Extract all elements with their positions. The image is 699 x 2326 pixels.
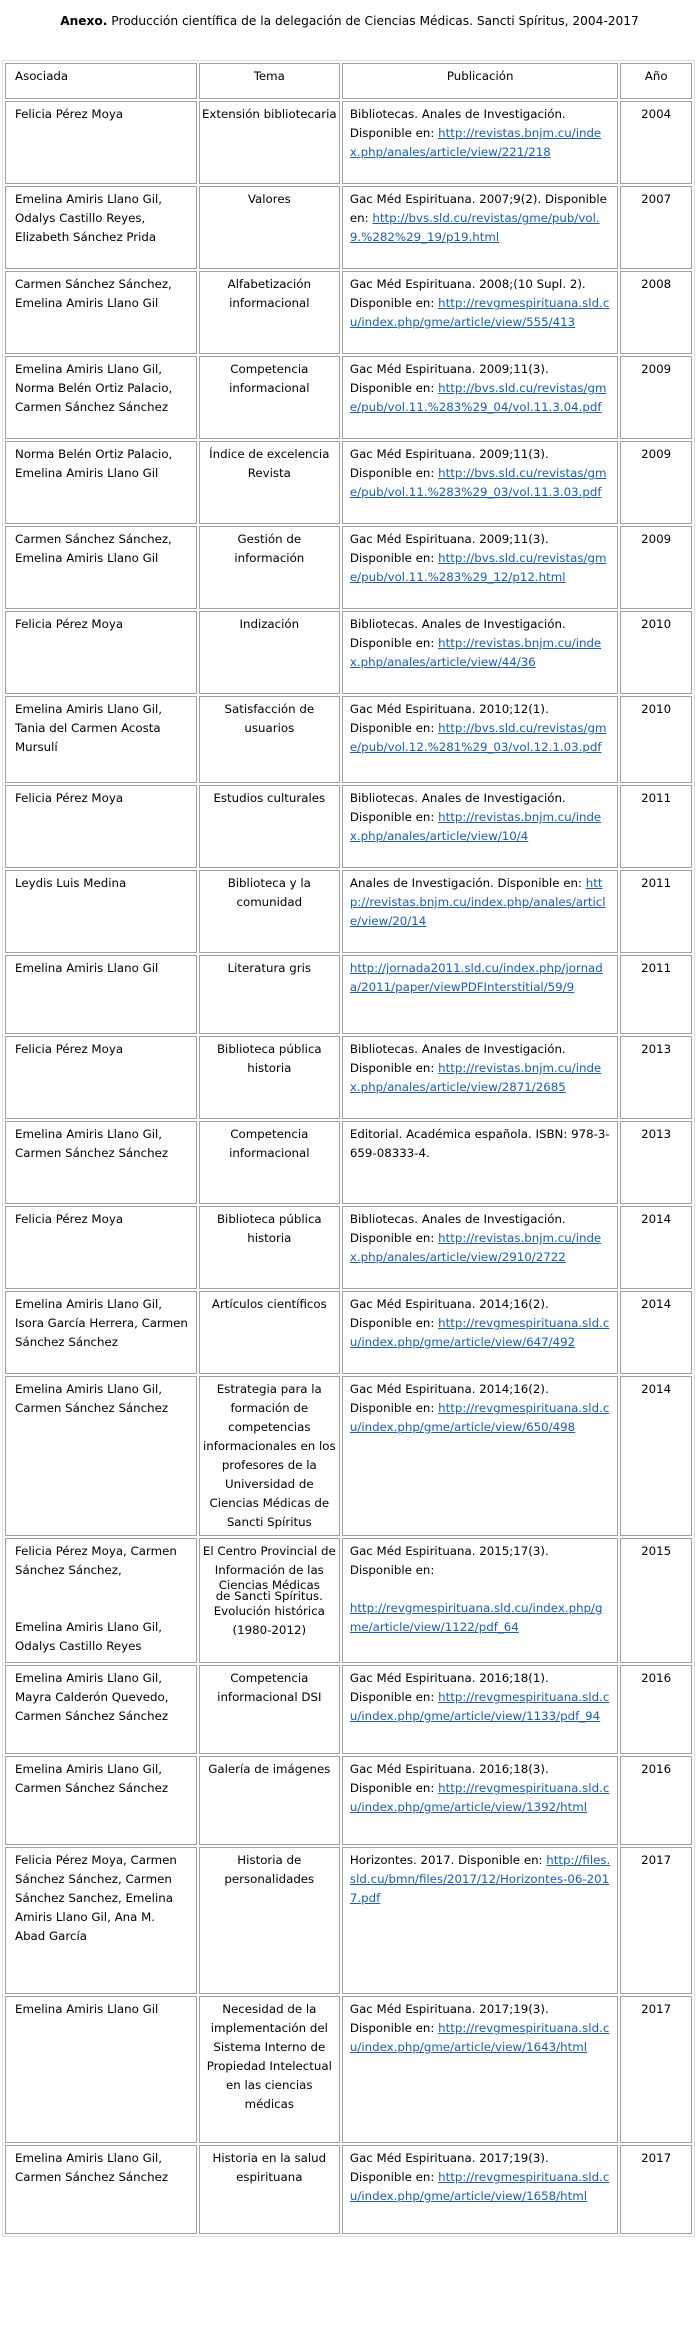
cell-asociada (5, 1121, 197, 1204)
publicacion-text: Gac Méd Espirituana. 2014;16(2). Disponible en: (349, 1297, 549, 1330)
cell-asociada (5, 441, 197, 524)
publicacion-text: Bibliotecas. Anales de Investigación. Disponible en: (349, 617, 566, 650)
cell-anio: 2009 (620, 356, 692, 439)
cell-asociada (5, 696, 197, 783)
publicacion-text: Editorial. Académica española. ISBN: 978-3-659-08333-4. (349, 1127, 610, 1160)
asociada-text-continued: Emelina Amiris Llano Gil, Odalys Castillo Reyes (15, 1620, 163, 1653)
tema-text: Artículos científicos (211, 1297, 327, 1311)
cell-publicacion (342, 1665, 618, 1754)
cell-anio: 2009 (620, 441, 692, 524)
asociada-text: Felicia Pérez Moya (15, 617, 124, 631)
cell-asociada (5, 1756, 197, 1845)
cell-tema (199, 1036, 340, 1119)
cell-tema (199, 785, 340, 868)
asociada-text: Carmen Sánchez Sánchez, Emelina Amiris Llano Gil (15, 277, 172, 310)
publication-link[interactable]: http://revgmespirituana.sld.cu/index.php/gme/article/view/1643/html (349, 2021, 610, 2054)
asociada-text: Emelina Amiris Llano Gil, Tania del Carmen Acosta Mursulí (15, 702, 163, 754)
publications-table (2, 60, 695, 2237)
tema-text: Estudios culturales (213, 791, 326, 805)
header-publicacion: Publicación (342, 63, 618, 99)
asociada-text: Felicia Pérez Moya (15, 791, 124, 805)
publication-link[interactable]: http://jornada2011.sld.cu/index.php/jornada/2011/paper/viewPDFInterstitial/59/9 (349, 961, 603, 994)
table-row (5, 1847, 692, 1994)
cell-publicacion (342, 1756, 618, 1845)
cell-tema (199, 1756, 340, 1845)
cell-asociada (5, 1291, 197, 1374)
cell-tema (199, 441, 340, 524)
table-row (5, 1121, 692, 1204)
asociada-text: Emelina Amiris Llano Gil (15, 961, 159, 975)
cell-tema (199, 1996, 340, 2143)
cell-publicacion (342, 101, 618, 184)
cell-tema (199, 1538, 340, 1663)
publication-link[interactable]: http://revistas.bnjm.cu/index.php/anales/article/view/20/14 (349, 876, 606, 928)
asociada-text: Emelina Amiris Llano Gil, Carmen Sánchez Sánchez (15, 1127, 169, 1160)
table-caption (0, 14, 699, 29)
header-anio: Año (620, 63, 692, 99)
cell-anio: 2011 (620, 955, 692, 1034)
publication-link[interactable]: http://revgmespirituana.sld.cu/index.php/gme/article/view/650/498 (349, 1401, 610, 1434)
table-row (5, 696, 692, 783)
tema-text: Valores (247, 192, 291, 206)
publicacion-text: Gac Méd Espirituana. 2017;19(3). Disponible en: (349, 2151, 549, 2184)
asociada-text: Emelina Amiris Llano Gil, Carmen Sánchez Sánchez (15, 1762, 169, 1795)
cell-publicacion (342, 2145, 618, 2234)
tema-text: Indización (239, 617, 300, 631)
cell-publicacion (342, 271, 618, 354)
tema-text: Historia en la salud espirituana (212, 2151, 327, 2184)
publicacion-text: Gac Méd Espirituana. 2007;9(2). Disponible en: (349, 192, 607, 225)
table-row (5, 1376, 692, 1536)
asociada-text: Felicia Pérez Moya (15, 1042, 124, 1056)
asociada-text: Emelina Amiris Llano Gil, Isora García Herrera, Carmen Sánchez Sánchez (15, 1297, 188, 1349)
cell-tema (199, 1847, 340, 1994)
table-row (5, 2145, 692, 2234)
tema-text: Estrategia para la formación de competencias informacionales en los profesores de la Universidad de Ciencias Médicas de Sancti Spíritus (202, 1382, 336, 1529)
publicacion-text: Gac Méd Espirituana. 2009;11(3). Disponible en: (349, 362, 549, 395)
cell-tema (199, 696, 340, 783)
cell-tema (199, 1121, 340, 1204)
cell-publicacion (342, 186, 618, 269)
cell-asociada (5, 356, 197, 439)
publication-link[interactable]: http://revgmespirituana.sld.cu/index.php/gme/article/view/647/492 (349, 1316, 610, 1349)
publication-link[interactable]: http://bvs.sld.cu/revistas/gme/pub/vol.9.%282%29_19/p19.html (349, 211, 600, 244)
cell-tema (199, 1665, 340, 1754)
table-row (5, 271, 692, 354)
cell-asociada (5, 1036, 197, 1119)
cell-anio: 2011 (620, 785, 692, 868)
cell-anio: 2016 (620, 1665, 692, 1754)
publication-link[interactable]: http://bvs.sld.cu/revistas/gme/pub/vol.11.%283%29_12/p12.html (349, 551, 607, 584)
publication-link[interactable]: http://revgmespirituana.sld.cu/index.php/gme/article/view/1658/html (349, 2170, 610, 2203)
publicacion-text: Gac Méd Espirituana. 2015;17(3). Disponible en: (349, 1544, 549, 1577)
cell-publicacion (342, 1291, 618, 1374)
cell-tema (199, 870, 340, 953)
cell-anio: 2014 (620, 1206, 692, 1289)
asociada-text: Felicia Pérez Moya (15, 1212, 124, 1226)
caption-label: Anexo. (60, 14, 108, 28)
cell-anio: 2009 (620, 526, 692, 609)
tema-text: Biblioteca pública historia (216, 1212, 322, 1245)
cell-asociada (5, 271, 197, 354)
cell-anio: 2013 (620, 1121, 692, 1204)
cell-asociada (5, 870, 197, 953)
publicacion-text: Gac Méd Espirituana. 2014;16(2). Disponible en: (349, 1382, 549, 1415)
asociada-text: Emelina Amiris Llano Gil, Mayra Calderón Quevedo, Carmen Sánchez Sánchez (15, 1671, 169, 1723)
publication-link[interactable]: http://revgmespirituana.sld.cu/index.php/gme/article/view/1122/pdf_64 (349, 1601, 603, 1634)
asociada-text: Leydis Luis Medina (15, 876, 127, 890)
cell-anio: 2014 (620, 1376, 692, 1536)
cell-asociada (5, 1376, 197, 1536)
asociada-text: Emelina Amiris Llano Gil, Carmen Sánchez Sánchez (15, 1382, 169, 1415)
cell-publicacion (342, 1538, 618, 1663)
cell-tema (199, 101, 340, 184)
cell-anio: 2010 (620, 611, 692, 694)
publication-link[interactable]: http://revistas.bnjm.cu/index.php/anales/article/view/44/36 (349, 636, 602, 669)
table-row (5, 785, 692, 868)
table-row (5, 1206, 692, 1289)
cell-publicacion (342, 955, 618, 1034)
tema-text-overlap: Ciencias Médicas (218, 1578, 320, 1592)
asociada-text: Emelina Amiris Llano Gil, Carmen Sánchez Sánchez (15, 2151, 169, 2184)
tema-text: El Centro Provincial de Información de las (202, 1544, 336, 1577)
asociada-text: Emelina Amiris Llano Gil, Norma Belén Ortiz Palacio, Carmen Sánchez Sánchez (15, 362, 173, 414)
cell-publicacion (342, 696, 618, 783)
asociada-text: Felicia Pérez Moya (15, 107, 124, 121)
header-tema: Tema (199, 63, 340, 99)
tema-text: Galería de imágenes (208, 1762, 331, 1776)
publicacion-text: Gac Méd Espirituana. 2016;18(1). Disponible en: (349, 1671, 549, 1704)
cell-anio: 2017 (620, 2145, 692, 2234)
cell-asociada (5, 186, 197, 269)
cell-asociada (5, 1538, 197, 1663)
tema-text-continued: Evolución histórica (1980-2012) (213, 1604, 325, 1637)
tema-text: Biblioteca y la comunidad (227, 876, 311, 909)
publication-link[interactable]: http://files.sld.cu/bmn/files/2017/12/Horizontes-06-2017.pdf (349, 1853, 611, 1905)
cell-asociada (5, 955, 197, 1034)
tema-text: Extensión bibliotecaria (201, 107, 337, 121)
cell-tema (199, 356, 340, 439)
cell-publicacion (342, 785, 618, 868)
table-row (5, 441, 692, 524)
cell-tema (199, 2145, 340, 2234)
cell-publicacion (342, 441, 618, 524)
table-row (5, 101, 692, 184)
cell-publicacion (342, 1121, 618, 1204)
asociada-text: Emelina Amiris Llano Gil (15, 2002, 159, 2016)
cell-tema (199, 955, 340, 1034)
cell-asociada (5, 1996, 197, 2143)
publicacion-text: Bibliotecas. Anales de Investigación. Disponible en: (349, 107, 566, 140)
tema-text: Necesidad de la implementación del Sistema Interno de Propiedad Intelectual en las ciencias médicas (206, 2002, 332, 2111)
cell-publicacion (342, 611, 618, 694)
publicacion-text: Gac Méd Espirituana. 2016;18(3). Disponible en: (349, 1762, 549, 1795)
publicacion-text: Gac Méd Espirituana. 2010;12(1). Disponible en: (349, 702, 549, 735)
table-row (5, 1538, 692, 1663)
cell-tema (199, 1376, 340, 1536)
asociada-text: Carmen Sánchez Sánchez, Emelina Amiris Llano Gil (15, 532, 172, 565)
cell-anio: 2008 (620, 271, 692, 354)
cell-tema (199, 611, 340, 694)
table-row (5, 1036, 692, 1119)
publicacion-text: Gac Méd Espirituana. 2008;(10 Supl. 2). Disponible en: (349, 277, 586, 310)
publication-link[interactable]: http://revistas.bnjm.cu/index.php/anales/article/view/10/4 (349, 810, 602, 843)
tema-text: Satisfacción de usuarios (224, 702, 315, 735)
table-row (5, 356, 692, 439)
publication-link[interactable]: http://revistas.bnjm.cu/index.php/anales/article/view/2871/2685 (349, 1061, 602, 1094)
tema-text: Índice de excelencia Revista (209, 447, 330, 480)
cell-anio: 2013 (620, 1036, 692, 1119)
cell-anio: 2017 (620, 1996, 692, 2143)
header-asociada: Asociada (5, 63, 197, 99)
publicacion-text: Bibliotecas. Anales de Investigación. Disponible en: (349, 1042, 566, 1075)
tema-text: Literatura gris (227, 961, 312, 975)
cell-tema (199, 526, 340, 609)
cell-anio: 2007 (620, 186, 692, 269)
cell-asociada (5, 1206, 197, 1289)
cell-publicacion (342, 1036, 618, 1119)
cell-publicacion (342, 356, 618, 439)
table-row (5, 611, 692, 694)
publicacion-text: Horizontes. 2017. Disponible en: (349, 1853, 543, 1867)
cell-asociada (5, 526, 197, 609)
publicacion-text: Anales de Investigación. Disponible en: (349, 876, 582, 890)
tema-text: Competencia informacional (229, 1127, 310, 1160)
table-row (5, 526, 692, 609)
cell-asociada (5, 611, 197, 694)
asociada-text: Felicia Pérez Moya, Carmen Sánchez Sánchez, Carmen Sánchez Sanchez, Emelina Amiris Llano Gil, Ana M. Abad García (15, 1853, 177, 1943)
cell-publicacion (342, 1996, 618, 2143)
cell-asociada (5, 785, 197, 868)
publicacion-text: Gac Méd Espirituana. 2009;11(3). Disponible en: (349, 447, 549, 480)
publication-link[interactable]: http://bvs.sld.cu/revistas/gme/pub/vol.11.%283%29_03/vol.11.3.03.pdf (349, 466, 607, 499)
tema-text: Alfabetización informacional (227, 277, 311, 310)
cell-tema (199, 271, 340, 354)
cell-anio: 2014 (620, 1291, 692, 1374)
cell-tema (199, 1291, 340, 1374)
table-row (5, 870, 692, 953)
cell-anio: 2015 (620, 1538, 692, 1663)
publicacion-text: Bibliotecas. Anales de Investigación. Disponible en: (349, 1212, 566, 1245)
table-row (5, 1665, 692, 1754)
table-row (5, 1756, 692, 1845)
cell-publicacion (342, 1376, 618, 1536)
cell-anio: 2004 (620, 101, 692, 184)
cell-publicacion (342, 526, 618, 609)
caption-text: Producción científica de la delegación de Ciencias Médicas. Sancti Spíritus, 2004-2017 (107, 14, 639, 28)
tema-text-overlap: de Sancti Spíritus. (215, 1589, 323, 1603)
table-row (5, 1291, 692, 1374)
cell-publicacion (342, 1847, 618, 1994)
cell-anio: 2010 (620, 696, 692, 783)
publication-link[interactable]: http://revgmespirituana.sld.cu/index.php/gme/article/view/1392/html (349, 1781, 610, 1814)
publicacion-text: Bibliotecas. Anales de Investigación. Disponible en: (349, 791, 566, 824)
publication-link[interactable]: http://revgmespirituana.sld.cu/index.php/gme/article/view/1133/pdf_94 (349, 1690, 610, 1723)
tema-text: Competencia informacional (229, 362, 310, 395)
cell-publicacion (342, 1206, 618, 1289)
publication-link[interactable]: http://bvs.sld.cu/revistas/gme/pub/vol.12.%281%29_03/vol.12.1.03.pdf (349, 721, 607, 754)
publication-link[interactable]: http://revgmespirituana.sld.cu/index.php/gme/article/view/555/413 (349, 296, 610, 329)
cell-tema (199, 186, 340, 269)
cell-tema (199, 1206, 340, 1289)
tema-text: Competencia informacional DSI (217, 1671, 322, 1704)
tema-text: Gestión de información (234, 532, 305, 565)
publication-link[interactable]: http://bvs.sld.cu/revistas/gme/pub/vol.11.%283%29_04/vol.11.3.04.pdf (349, 381, 607, 414)
cell-asociada (5, 101, 197, 184)
publicacion-text: Gac Méd Espirituana. 2017;19(3). Disponible en: (349, 2002, 549, 2035)
publication-link[interactable]: http://revistas.bnjm.cu/index.php/anales/article/view/2910/2722 (349, 1231, 602, 1264)
asociada-text: Emelina Amiris Llano Gil, Odalys Castillo Reyes, Elizabeth Sánchez Prida (15, 192, 163, 244)
asociada-text: Felicia Pérez Moya, Carmen Sánchez Sánchez, (15, 1544, 177, 1577)
cell-asociada (5, 1665, 197, 1754)
tema-text: Historia de personalidades (224, 1853, 315, 1886)
cell-asociada (5, 2145, 197, 2234)
asociada-text: Norma Belén Ortiz Palacio, Emelina Amiris Llano Gil (15, 447, 173, 480)
table-row (5, 186, 692, 269)
table-header-row (5, 63, 692, 99)
publicacion-text: Gac Méd Espirituana. 2009;11(3). Disponible en: (349, 532, 549, 565)
cell-anio: 2017 (620, 1847, 692, 1994)
cell-anio: 2016 (620, 1756, 692, 1845)
tema-text: Biblioteca pública historia (216, 1042, 322, 1075)
table-row (5, 1996, 692, 2143)
publication-link[interactable]: http://revistas.bnjm.cu/index.php/anales/article/view/221/218 (349, 126, 602, 159)
cell-anio: 2011 (620, 870, 692, 953)
table-row (5, 955, 692, 1034)
cell-asociada (5, 1847, 197, 1994)
cell-publicacion (342, 870, 618, 953)
